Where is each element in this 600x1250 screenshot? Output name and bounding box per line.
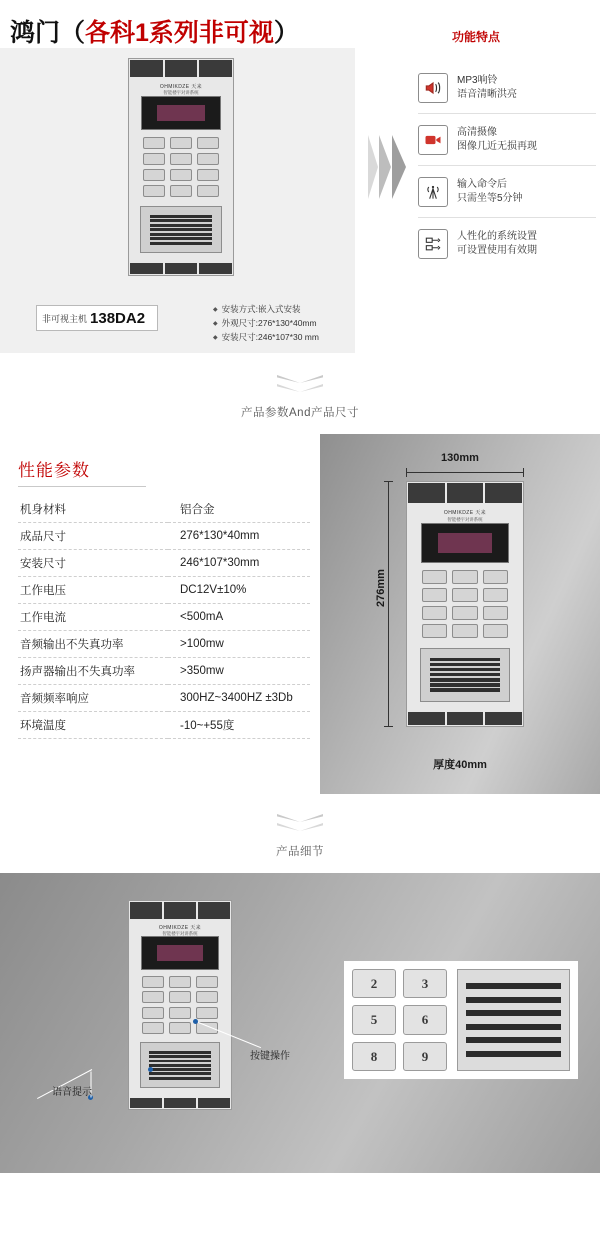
spec-value: >100mw: [168, 631, 310, 658]
model-label: [36, 305, 158, 331]
page-title-suffix: ）: [273, 19, 299, 47]
closeup-keypad: [352, 969, 447, 1071]
table-row: [18, 577, 310, 604]
table-row: [18, 496, 310, 523]
spec-key: 安装尺寸: [18, 550, 168, 577]
features-title: 功能特点: [452, 30, 501, 44]
keypad-key: 8: [352, 1042, 396, 1071]
intercom-device-dimensions: [406, 481, 524, 727]
specs-section: [0, 434, 600, 794]
table-row: [18, 658, 310, 685]
dimension-height-label: 276mm: [374, 569, 387, 607]
signal-tower-icon: [418, 177, 448, 207]
page-title-prefix: 鸿门（: [10, 19, 86, 47]
feature-text: [457, 230, 537, 258]
device-screen-caption: 智能楼宇对讲系统: [447, 516, 483, 522]
device-speaker-grille: [420, 648, 511, 702]
device-bottom-bar: [407, 711, 523, 726]
keypad-key: 3: [403, 969, 447, 998]
closeup-speaker-grille: [457, 969, 570, 1071]
device-display: [141, 936, 219, 969]
device-brand-text: OHMIKDZE 天来: [443, 509, 487, 516]
details-section: [0, 873, 600, 1173]
device-speaker-grille: [140, 1042, 220, 1088]
spec-key: 扬声器输出不失真功率: [18, 658, 168, 685]
table-row: [18, 631, 310, 658]
device-top-bar: [129, 59, 233, 78]
callout-voice-label: 语音提示: [52, 1087, 92, 1098]
feature-item: [418, 218, 596, 270]
spec-key: 成品尺寸: [18, 523, 168, 550]
specs-title: 性能参数: [18, 461, 90, 480]
spec-value: <500mA: [168, 604, 310, 631]
hero-bullet: ◆ 安装方式:嵌入式安装: [213, 303, 319, 317]
feature-line-2: 只需坐等5分钟: [457, 192, 523, 204]
page-title: [10, 13, 299, 49]
device-display: [421, 523, 509, 562]
table-row: [18, 523, 310, 550]
chevron-down-icon: [277, 375, 323, 397]
callout-keys-label: 按键操作: [250, 1051, 290, 1062]
device-screen-caption: 智能楼宇对讲系统: [163, 89, 199, 95]
feature-text: [457, 178, 523, 206]
speaker-icon: [418, 73, 448, 103]
spec-key: 音频频率响应: [18, 685, 168, 712]
arrow-right-icon: [368, 135, 408, 200]
feature-line-2: 图像几近无损再现: [457, 140, 537, 152]
detail-closeup-photo: [344, 961, 578, 1079]
dimension-width-label: 130mm: [441, 452, 479, 464]
hero-section: [0, 0, 600, 355]
spec-key: 工作电压: [18, 577, 168, 604]
specs-title-underline: [18, 486, 146, 487]
keypad-key: 2: [352, 969, 396, 998]
dimension-width-line: [406, 472, 524, 473]
device-keypad: [422, 570, 508, 638]
spec-key: 机身材料: [18, 496, 168, 523]
device-display: [141, 96, 220, 131]
divider-product-params: [0, 355, 600, 434]
chevron-down-icon: [277, 814, 323, 836]
divider-product-details: [0, 794, 600, 873]
model-label-code: 138DA2: [90, 309, 146, 327]
intercom-device-hero: [128, 58, 234, 276]
feature-line-1: 高清摄像: [457, 126, 497, 138]
divider-caption: 产品参数And产品尺寸: [241, 407, 359, 419]
feature-text: [457, 126, 537, 154]
hero-spec-bullets: [213, 303, 319, 345]
feature-line-2: 可设置使用有效期: [457, 245, 537, 256]
intercom-device-detail: [128, 900, 232, 1110]
specs-table: [18, 496, 310, 739]
hero-bullet: ◆ 安装尺寸:246*107*30 mm: [213, 331, 319, 345]
device-bottom-bar: [129, 1097, 231, 1109]
table-row: [18, 685, 310, 712]
dimension-height-line: [388, 481, 389, 727]
feature-text: [457, 74, 517, 102]
model-label-prefix: 非可视主机: [42, 313, 88, 324]
feature-line-1: 人性化的系统设置: [457, 231, 537, 242]
feature-line-1: 输入命令后: [457, 178, 507, 190]
spec-key: 音频输出不失真功率: [18, 631, 168, 658]
spec-key: 环境温度: [18, 712, 168, 739]
table-row: [18, 712, 310, 739]
device-screen-caption: 智能楼宇对讲系统: [162, 930, 198, 936]
dimension-diagram: [320, 434, 600, 794]
hero-bullet: ◆ 外观尺寸:276*130*40mm: [213, 317, 319, 331]
spec-value: >350mw: [168, 658, 310, 685]
device-top-bar: [129, 901, 231, 920]
device-top-bar: [407, 482, 523, 504]
device-bottom-bar: [129, 262, 233, 275]
device-brand-text: OHMIKDZE 天来: [158, 924, 202, 931]
table-row: [18, 550, 310, 577]
spec-value: 300HZ~3400HZ ±3Db: [168, 685, 310, 712]
device-keypad: [143, 137, 220, 197]
feature-item: [418, 62, 596, 114]
divider-caption: 产品细节: [276, 846, 324, 858]
callout-anchor-dot: [193, 1019, 198, 1024]
camera-icon: [418, 125, 448, 155]
spec-value: 276*130*40mm: [168, 523, 310, 550]
keypad-key: 6: [403, 1005, 447, 1034]
device-speaker-grille: [140, 206, 221, 254]
feature-item: [418, 114, 596, 166]
spec-key: 工作电流: [18, 604, 168, 631]
page-title-series: 各科1系列非可视: [85, 19, 274, 47]
table-row: [18, 604, 310, 631]
feature-line-2: 语音清晰洪亮: [457, 88, 517, 100]
spec-value: 246*107*30mm: [168, 550, 310, 577]
keypad-key: 5: [352, 1005, 396, 1034]
spec-value: DC12V±10%: [168, 577, 310, 604]
callout-anchor-dot: [148, 1067, 153, 1072]
settings-flow-icon: [418, 229, 448, 259]
spec-value: 铝合金: [168, 496, 310, 523]
keypad-key: 9: [403, 1042, 447, 1071]
dimension-thickness-label: 厚度40mm: [433, 759, 487, 771]
spec-value: -10~+55度: [168, 712, 310, 739]
device-brand-text: OHMIKDZE 天来: [159, 83, 203, 90]
features-list: [418, 62, 596, 270]
feature-line-1: MP3响铃: [457, 74, 498, 86]
feature-item: [418, 166, 596, 218]
